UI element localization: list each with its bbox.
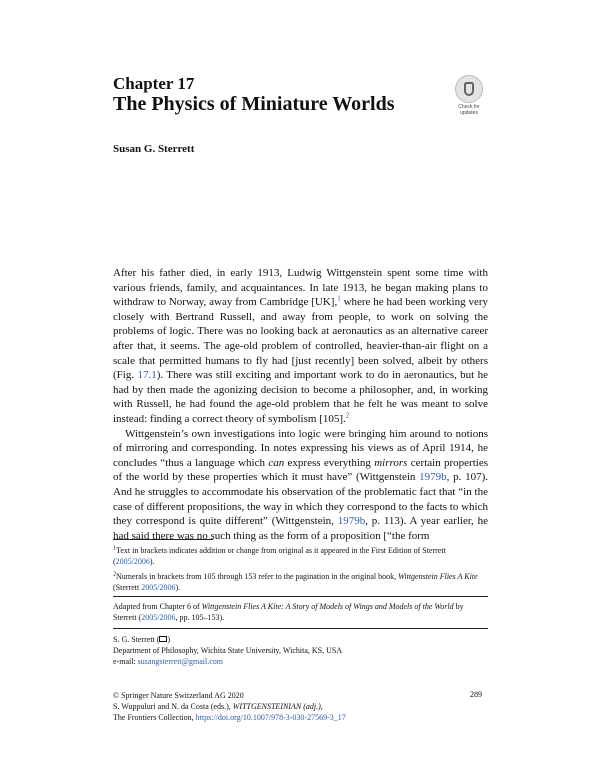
chapter-label: Chapter 17 [113, 74, 195, 93]
copyright-line: © Springer Nature Switzerland AG 2020 [113, 691, 244, 700]
envelope-icon[interactable] [159, 636, 167, 642]
email-link[interactable]: susangsterrett@gmail.com [137, 657, 224, 666]
adapted-note: Adapted from Chapter 6 of Wittgenstein Flies A Kite: A Story of Models of Wings and Models of the World by Sterrett (2005/2006, pp. 105–153). [113, 602, 464, 622]
author-contact: S. G. Sterrett ( ) [113, 635, 171, 644]
section-divider [113, 596, 488, 597]
check-for-updates-badge[interactable] [452, 75, 486, 115]
badge-text: Check for updates [458, 104, 480, 116]
page-number: 289 [470, 690, 482, 699]
citation-link[interactable]: 2005/2006 [141, 583, 176, 592]
collection-line: The Frontiers Collection, https://doi.org/10.1007/978-3-030-27569-3_17 [113, 713, 346, 722]
citation-link[interactable]: 1979b [337, 515, 366, 528]
citation-link[interactable]: 2005/2006 [115, 557, 150, 566]
figure-link[interactable]: 17.1 [137, 369, 157, 382]
body-text [113, 266, 488, 543]
paragraph-1: After his father died, in early 1913, Ludwig Wittgenstein spent some time with various friends, family, and acquaintances. In late 1913, he began making plans to withdraw to Norway, away from Cambridge [UK],$^1$ where he had been working very closely with Bertrand Russell, and away from people, to work on solving the problems of logic. There was no looking back at aeronautics as an alternative career after that, it seems. The age-old problem of controlled, heavier-than-air flight on a scale that permitted humans to fly had [just recently] been solved, albeit by others (Fig. 17.1). There was still exciting and important work to do in aeronautics, but he had by then made the agonizing decision to become a philosopher, and, in working with Russell, he had found the age-old problem that he felt he was meant to solve instead: finding a correct theory of symbolism [105].$^2$ [113, 267, 489, 425]
chapter-title: The Physics of Miniature Worlds [113, 93, 395, 115]
citation-link[interactable]: 2005/2006 [141, 613, 176, 622]
citation-link[interactable]: 1979b [419, 471, 447, 484]
footnote-ref-1[interactable]: 1 [337, 294, 341, 303]
footnote-ref-2[interactable]: 2 [345, 411, 350, 420]
editors-line: S. Wuppuluri and N. da Costa (eds.), WITTGENSTEINIAN (adj.), [113, 702, 323, 711]
author-name: Susan G. Sterrett [113, 143, 195, 155]
department: Department of Philosophy, Wichita State University, Wichita, KS, USA [113, 646, 343, 655]
copyright-block [113, 690, 488, 723]
paragraph-2: Wittgenstein’s own investigations into logic were bringing him around to notions of mirroring and corresponding. In notes expressing his views as of April 1914, he concludes “thus a language which can express everything mirrors certain properties of the world by these properties which it must have” (Wittgenstein 1979b, p. 107). And he struggles to accommodate his observation of the problematic fact that “in the case of different propositions, the way in which they correspond to the facts to which they correspond is quite different” (Wittgenstein, 1979b, p. 113). A year earlier, he had said there was no such thing as the form of a proposition [“the form [113, 427, 488, 542]
footnote-1: $^1$Text in brackets indicates addition or change from original as it appeared in the First Edition of Sterrett (2005/2006). [113, 545, 446, 566]
email-line: e-mail: susangsterrett@gmail.com [113, 657, 224, 666]
footnote-2: $^2$Numerals in brackets from 105 through 153 refer to the pagination in the original book, Wittgenstein Flies A Kite (Sterrett 2005/2006). [113, 571, 478, 592]
doi-link[interactable]: https://doi.org/10.1007/978-3-030-27569-3_17 [195, 713, 346, 722]
footnote-divider [113, 539, 213, 540]
bookmark-icon [455, 75, 483, 103]
affiliation [113, 634, 488, 667]
affiliation-divider [113, 628, 488, 629]
